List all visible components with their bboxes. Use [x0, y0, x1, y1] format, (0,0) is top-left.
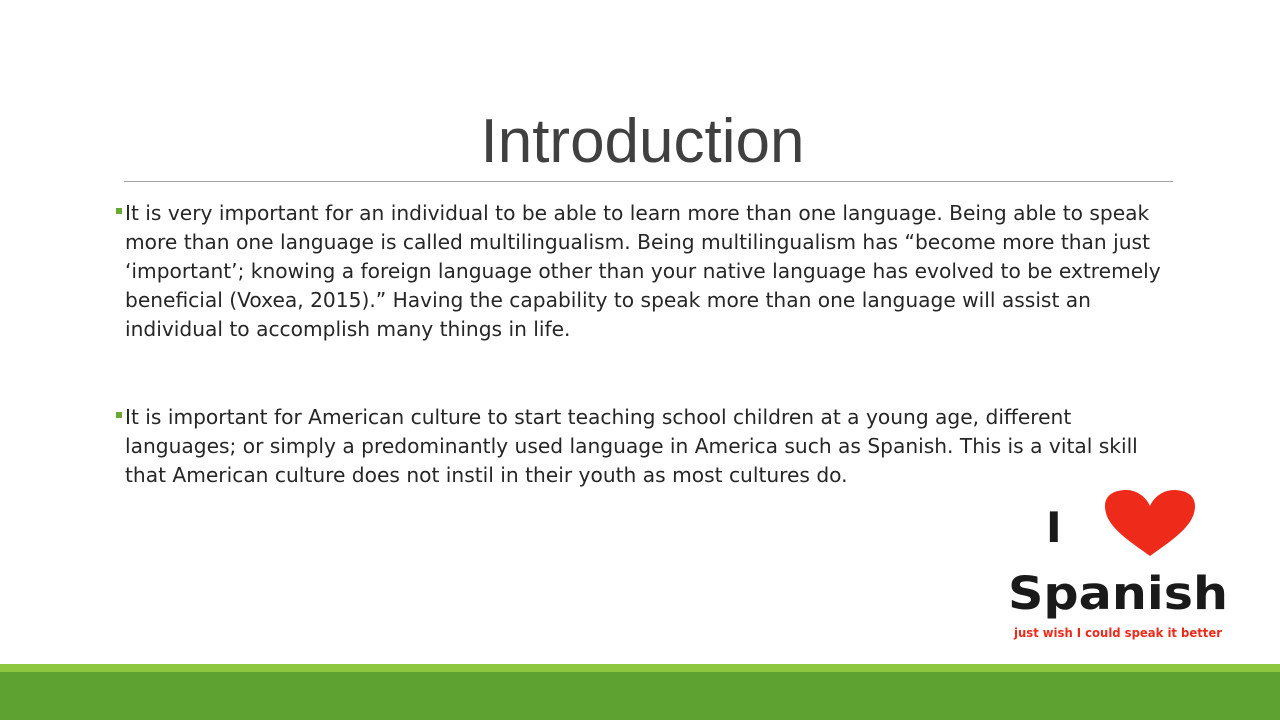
bullet-item: [125, 403, 1185, 490]
heart-icon: [1105, 490, 1195, 556]
bullet-item: [125, 199, 1185, 344]
bullet-text: It is very important for an individual to be able to learn more than one language. Being able to speak more than one language is called multilingualism. Being multilingualism has “become more than just ‘important’; knowing a foreign language other than your native language has evolved to be extremely beneficial (Voxea, 2015).” Having the capability to speak more than one language will assist an individual to accomplish many things in life.: [125, 201, 1161, 341]
title-divider: [124, 181, 1173, 182]
square-bullet-icon: [116, 412, 122, 418]
slide-body: [125, 199, 1185, 490]
logo-tagline: just wish I could speak it better: [1013, 626, 1223, 640]
logo-line-spanish: Spanish: [1008, 567, 1228, 620]
logo-line-i: I: [1046, 503, 1062, 552]
footer-band-light: [0, 664, 1280, 672]
slide-title: Introduction: [480, 107, 805, 176]
square-bullet-icon: [116, 208, 122, 214]
i-love-spanish-image: [1000, 490, 1240, 645]
bullet-text: It is important for American culture to start teaching school children at a young age, different languages; or simply a predominantly used language in America such as Spanish. This is a vital skill that American culture does not instil in their youth as most cultures do.: [125, 405, 1138, 487]
footer-band-dark: [0, 672, 1280, 720]
